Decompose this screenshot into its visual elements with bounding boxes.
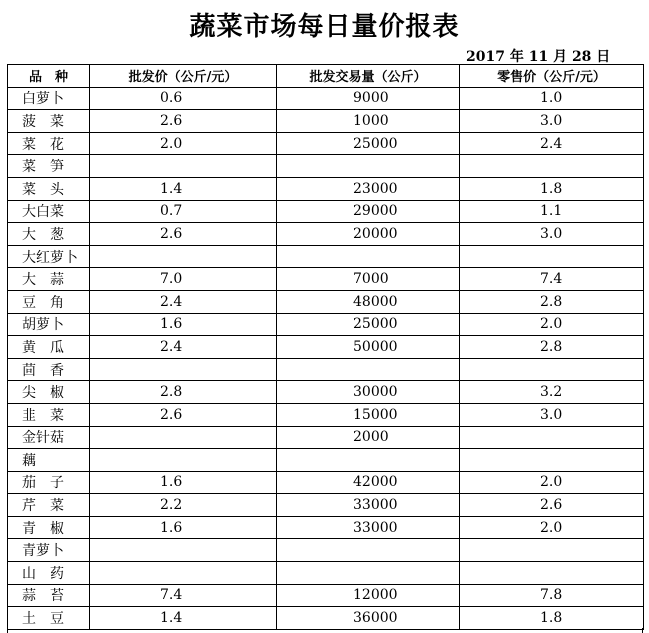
table-row	[8, 562, 644, 585]
wholesale-price-cell: 0.7	[90, 200, 277, 223]
table-row	[8, 245, 644, 268]
table-row	[8, 403, 644, 426]
vegetable-name-cell: 菜 头	[8, 177, 90, 200]
vegetable-name-cell: 山 药	[8, 562, 90, 585]
retail-price-cell: 2.0	[460, 471, 644, 494]
wholesale-volume-cell: 33000	[277, 516, 460, 539]
table-row	[8, 313, 644, 336]
wholesale-volume-cell: 15000	[277, 403, 460, 426]
wholesale-price-cell	[90, 426, 277, 449]
wholesale-volume-cell: 25000	[277, 132, 460, 155]
wholesale-price-cell: 2.0	[90, 132, 277, 155]
retail-price-cell: 1.8	[460, 607, 644, 630]
retail-price-cell: 3.0	[460, 110, 644, 133]
wholesale-volume-cell	[277, 358, 460, 381]
vegetable-name-cell: 土 豆	[8, 607, 90, 630]
vegetable-name-cell: 胡萝卜	[8, 313, 90, 336]
wholesale-volume-cell: 2000	[277, 426, 460, 449]
wholesale-volume-cell: 1000	[277, 110, 460, 133]
vegetable-name-cell: 茄 子	[8, 471, 90, 494]
table-header-row	[8, 65, 644, 88]
retail-price-cell	[460, 562, 644, 585]
retail-price-cell	[460, 155, 644, 178]
retail-price-cell: 2.6	[460, 494, 644, 517]
vegetable-name-cell: 青 椒	[8, 516, 90, 539]
table-row	[8, 132, 644, 155]
wholesale-volume-cell: 7000	[277, 268, 460, 291]
wholesale-volume-cell	[277, 245, 460, 268]
table-row	[8, 471, 644, 494]
price-volume-table	[7, 64, 644, 630]
retail-price-cell: 1.0	[460, 87, 644, 110]
vegetable-name-cell: 白萝卜	[8, 87, 90, 110]
wholesale-volume-cell: 30000	[277, 381, 460, 404]
retail-price-cell: 1.8	[460, 177, 644, 200]
retail-price-cell: 3.2	[460, 381, 644, 404]
retail-price-cell: 3.0	[460, 223, 644, 246]
retail-price-cell: 3.0	[460, 403, 644, 426]
wholesale-volume-cell: 33000	[277, 494, 460, 517]
wholesale-volume-cell: 50000	[277, 336, 460, 359]
table-row	[8, 268, 644, 291]
wholesale-volume-cell: 36000	[277, 607, 460, 630]
wholesale-price-cell: 2.6	[90, 403, 277, 426]
wholesale-price-cell: 1.4	[90, 177, 277, 200]
vegetable-name-cell: 大红萝卜	[8, 245, 90, 268]
vegetable-name-cell: 蒜 苔	[8, 584, 90, 607]
vegetable-name-cell: 菜 笋	[8, 155, 90, 178]
retail-price-cell: 7.4	[460, 268, 644, 291]
vegetable-name-cell: 大 葱	[8, 223, 90, 246]
wholesale-price-cell	[90, 155, 277, 178]
vegetable-name-cell: 菜 花	[8, 132, 90, 155]
wholesale-price-cell: 2.6	[90, 110, 277, 133]
wholesale-price-cell: 2.4	[90, 290, 277, 313]
table-row	[8, 584, 644, 607]
table-row	[8, 539, 644, 562]
vegetable-name-cell: 藕	[8, 449, 90, 472]
wholesale-volume-cell	[277, 562, 460, 585]
header-wholesale-volume: 批发交易量（公斤）	[277, 65, 460, 88]
wholesale-price-cell: 1.4	[90, 607, 277, 630]
report-date: 2017 年 11 月 28 日	[466, 49, 611, 65]
wholesale-price-cell	[90, 245, 277, 268]
vegetable-name-cell: 韭 菜	[8, 403, 90, 426]
table-row	[8, 200, 644, 223]
vegetable-name-cell: 菠 菜	[8, 110, 90, 133]
table-row	[8, 155, 644, 178]
vegetable-name-cell: 豆 角	[8, 290, 90, 313]
vegetable-name-cell: 茴 香	[8, 358, 90, 381]
wholesale-price-cell: 2.4	[90, 336, 277, 359]
table-row	[8, 177, 644, 200]
vegetable-name-cell: 芹 菜	[8, 494, 90, 517]
header-wholesale-price: 批发价（公斤/元）	[90, 65, 277, 88]
table-row	[8, 516, 644, 539]
wholesale-price-cell	[90, 562, 277, 585]
wholesale-volume-cell: 29000	[277, 200, 460, 223]
retail-price-cell: 2.8	[460, 336, 644, 359]
wholesale-price-cell: 0.6	[90, 87, 277, 110]
vegetable-name-cell: 青萝卜	[8, 539, 90, 562]
wholesale-price-cell: 1.6	[90, 313, 277, 336]
table-row	[8, 381, 644, 404]
wholesale-volume-cell: 20000	[277, 223, 460, 246]
wholesale-price-cell: 1.6	[90, 471, 277, 494]
retail-price-cell	[460, 539, 644, 562]
vegetable-name-cell: 黄 瓜	[8, 336, 90, 359]
table-row	[8, 449, 644, 472]
table-row	[8, 336, 644, 359]
wholesale-volume-cell	[277, 449, 460, 472]
retail-price-cell	[460, 245, 644, 268]
table-row	[8, 223, 644, 246]
table-continuation	[7, 628, 643, 633]
retail-price-cell	[460, 426, 644, 449]
retail-price-cell: 7.8	[460, 584, 644, 607]
header-variety: 品 种	[8, 65, 90, 88]
retail-price-cell: 2.0	[460, 516, 644, 539]
wholesale-price-cell: 2.6	[90, 223, 277, 246]
table-row	[8, 290, 644, 313]
wholesale-price-cell	[90, 539, 277, 562]
wholesale-volume-cell: 25000	[277, 313, 460, 336]
wholesale-volume-cell: 9000	[277, 87, 460, 110]
retail-price-cell	[460, 449, 644, 472]
vegetable-name-cell: 尖 椒	[8, 381, 90, 404]
wholesale-price-cell: 1.6	[90, 516, 277, 539]
wholesale-price-cell	[90, 449, 277, 472]
wholesale-volume-cell: 23000	[277, 177, 460, 200]
table-row	[8, 426, 644, 449]
header-retail-price: 零售价（公斤/元）	[460, 65, 644, 88]
wholesale-volume-cell	[277, 539, 460, 562]
vegetable-name-cell: 金针菇	[8, 426, 90, 449]
retail-price-cell: 2.0	[460, 313, 644, 336]
wholesale-price-cell: 2.2	[90, 494, 277, 517]
retail-price-cell: 2.4	[460, 132, 644, 155]
wholesale-price-cell: 2.8	[90, 381, 277, 404]
retail-price-cell	[460, 358, 644, 381]
table-row	[8, 358, 644, 381]
vegetable-name-cell: 大 蒜	[8, 268, 90, 291]
wholesale-volume-cell: 42000	[277, 471, 460, 494]
table-row	[8, 110, 644, 133]
table-row	[8, 607, 644, 630]
wholesale-price-cell: 7.4	[90, 584, 277, 607]
wholesale-price-cell	[90, 358, 277, 381]
vegetable-name-cell: 大白菜	[8, 200, 90, 223]
report-title: 蔬菜市场每日量价报表	[189, 12, 460, 42]
wholesale-price-cell: 7.0	[90, 268, 277, 291]
table-row	[8, 87, 644, 110]
wholesale-volume-cell: 48000	[277, 290, 460, 313]
retail-price-cell: 1.1	[460, 200, 644, 223]
wholesale-volume-cell: 12000	[277, 584, 460, 607]
table-row	[8, 494, 644, 517]
retail-price-cell: 2.8	[460, 290, 644, 313]
wholesale-volume-cell	[277, 155, 460, 178]
